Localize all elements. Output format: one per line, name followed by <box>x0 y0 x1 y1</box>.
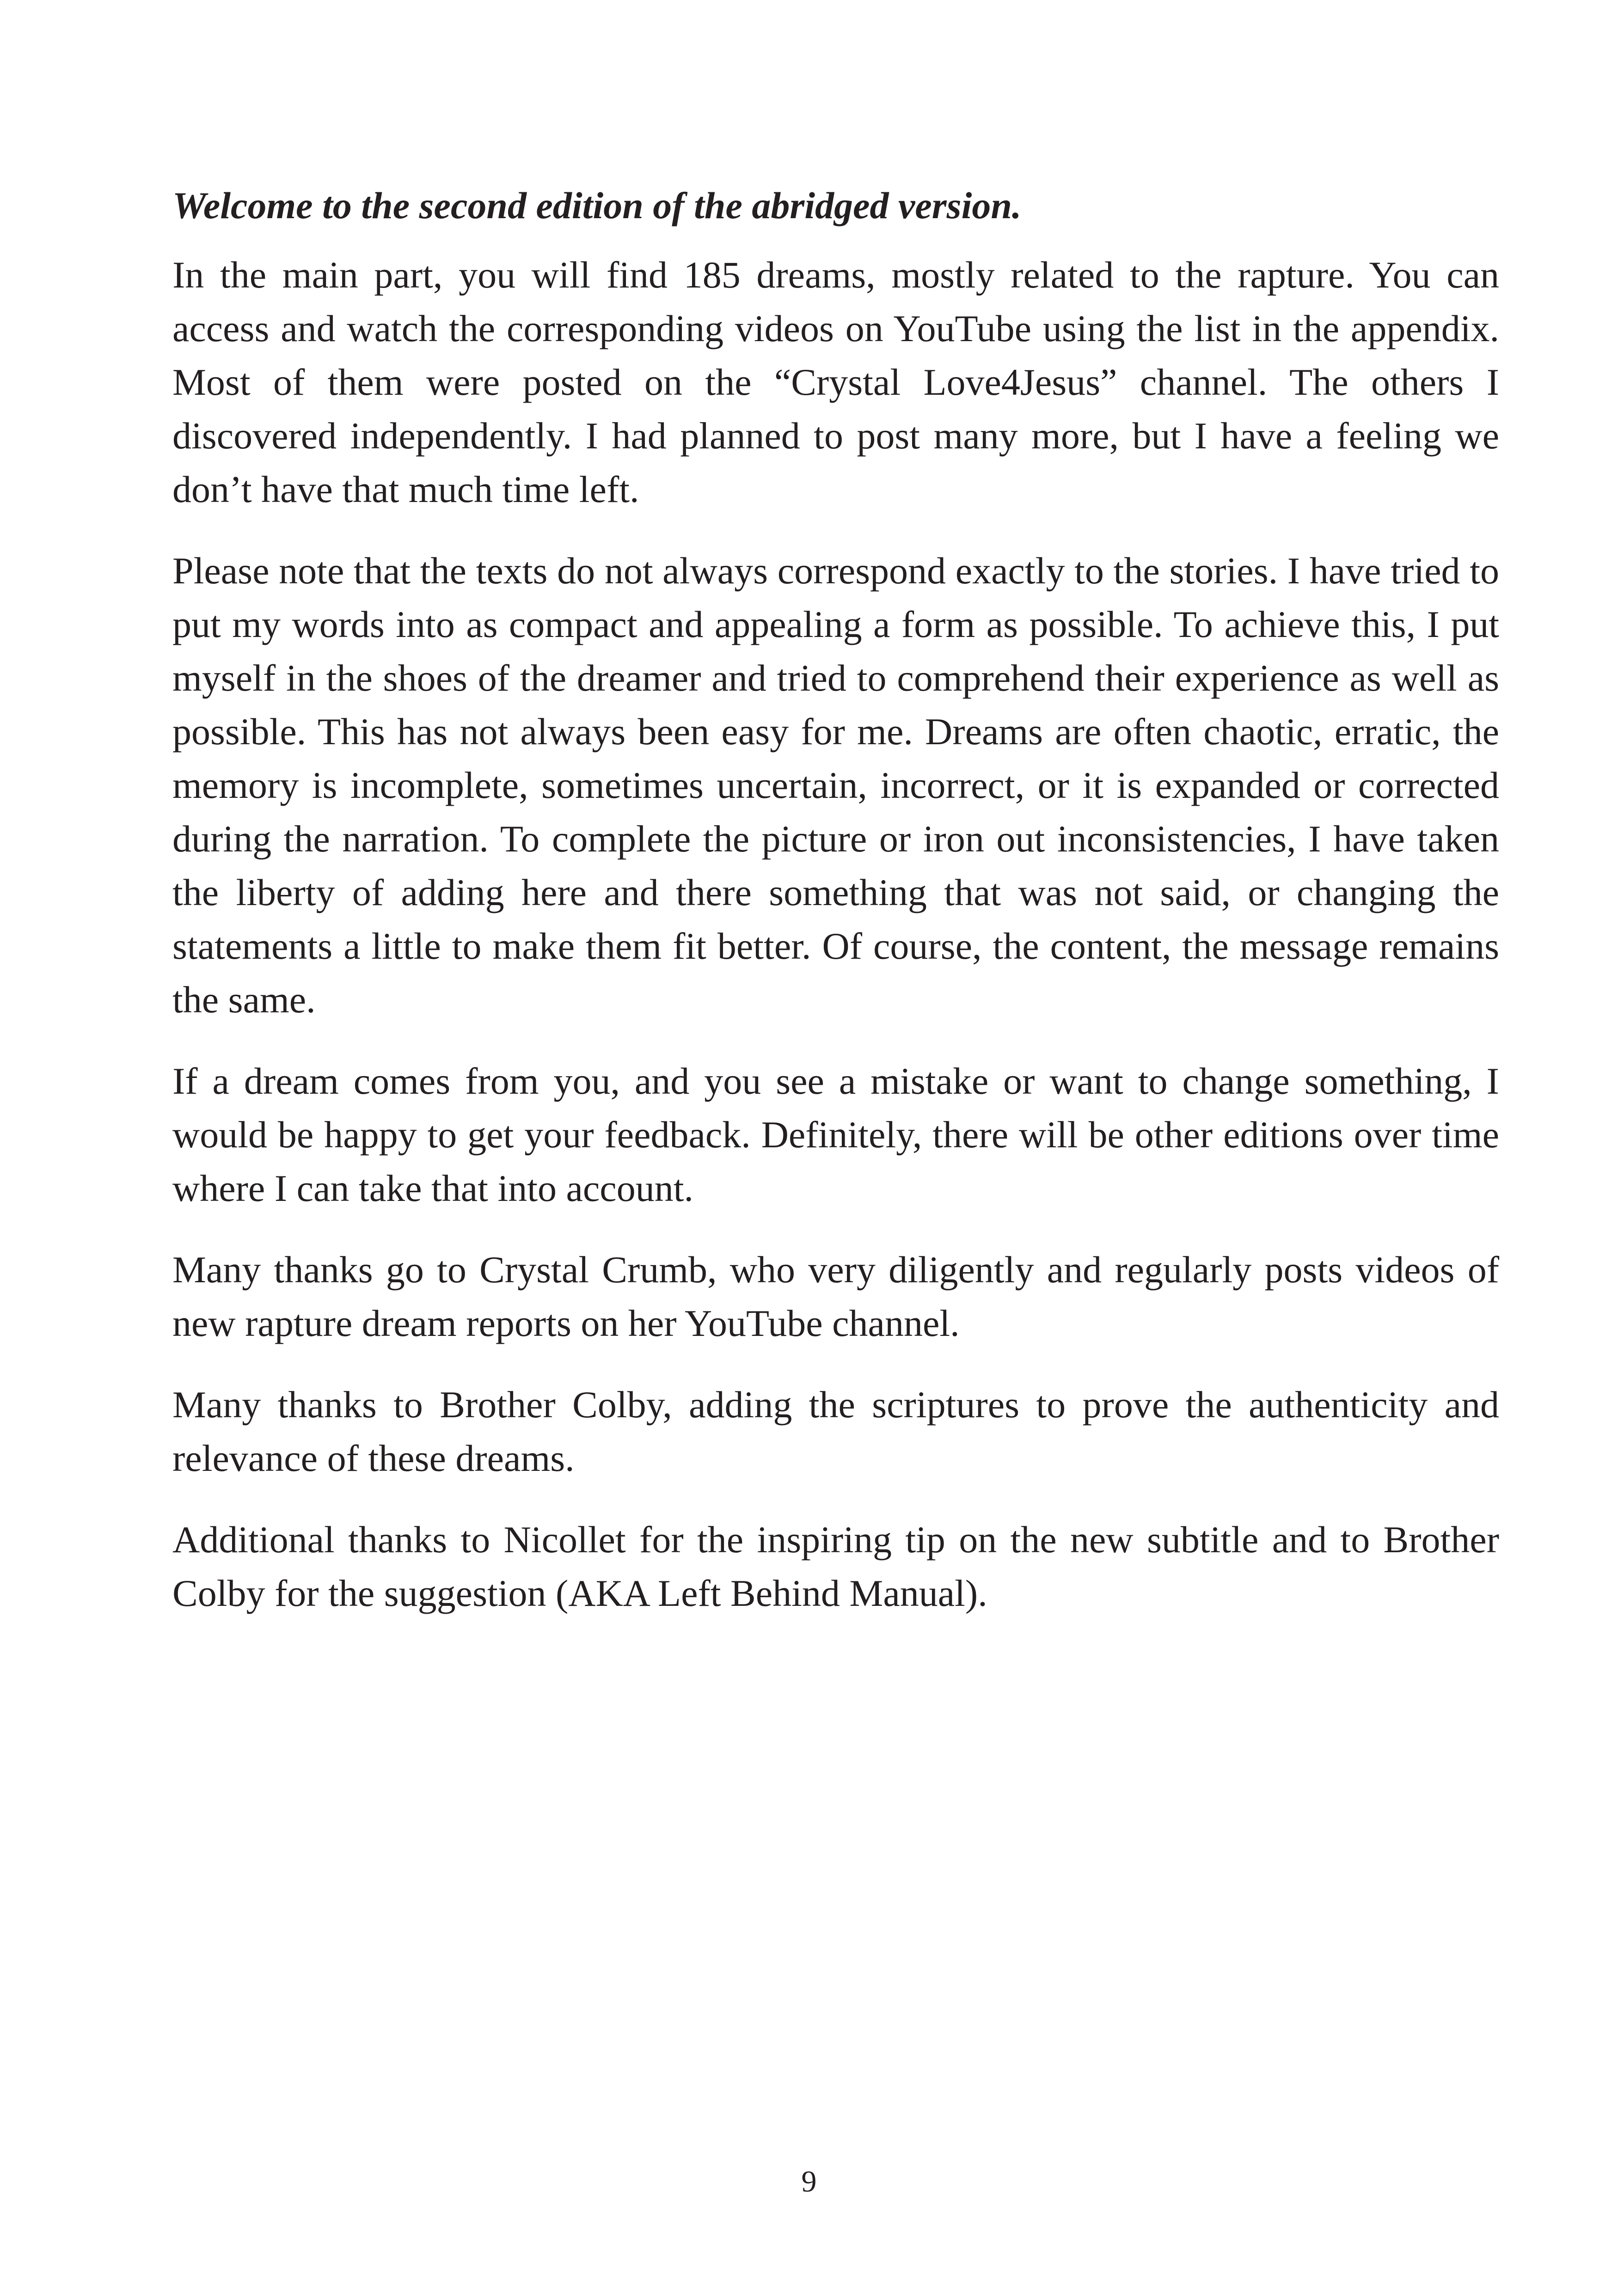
paragraph-intro: In the main part, you will find 185 dreams, mostly related to the rapture. You can access and watch the corresponding videos on YouTube using the list in the appendix. Most of them were posted on the “Crystal Love4Jesus” channel. The others I discovered independently. I had planned to post many more, but I have a feeling we don’t have that much time left. <box>172 254 1499 510</box>
page-number: 9 <box>801 2165 817 2198</box>
paragraph-thanks-crystal: Many thanks go to Crystal Crumb, who very diligently and regularly posts videos of new rapture dream reports on her YouTube channel. <box>172 1249 1499 1344</box>
paragraph-thanks-colby: Many thanks to Brother Colby, adding the scriptures to prove the authenticity and relevance of these dreams. <box>172 1384 1499 1479</box>
paragraph-thanks-nicollet: Additional thanks to Nicollet for the inspiring tip on the new subtitle and to Brother Colby for the suggestion (AKA Left Behind Manual). <box>172 1518 1499 1614</box>
paragraph-feedback: If a dream comes from you, and you see a mistake or want to change something, I would be happy to get your feedback. Definitely, there will be other editions over time where I can take that into account. <box>172 1060 1499 1209</box>
section-heading: Welcome to the second edition of the abridged version. <box>172 184 1022 227</box>
page-content <box>172 178 1499 1648</box>
paragraph-texts-note: Please note that the texts do not always correspond exactly to the stories. I have tried to put my words into as compact and appealing a form as possible. To achieve this, I put myself in the shoes of the dreamer and tried to comprehend their experience as well as possible. This has not always been easy for me. Dreams are often chaotic, erratic, the memory is incomplete, sometimes uncertain, incorrect, or it is expanded or corrected during the narration. To complete the picture or iron out inconsistencies, I have taken the liberty of adding here and there something that was not said, or changing the statements a little to make them fit better. Of course, the content, the message remains the same. <box>172 550 1499 1021</box>
